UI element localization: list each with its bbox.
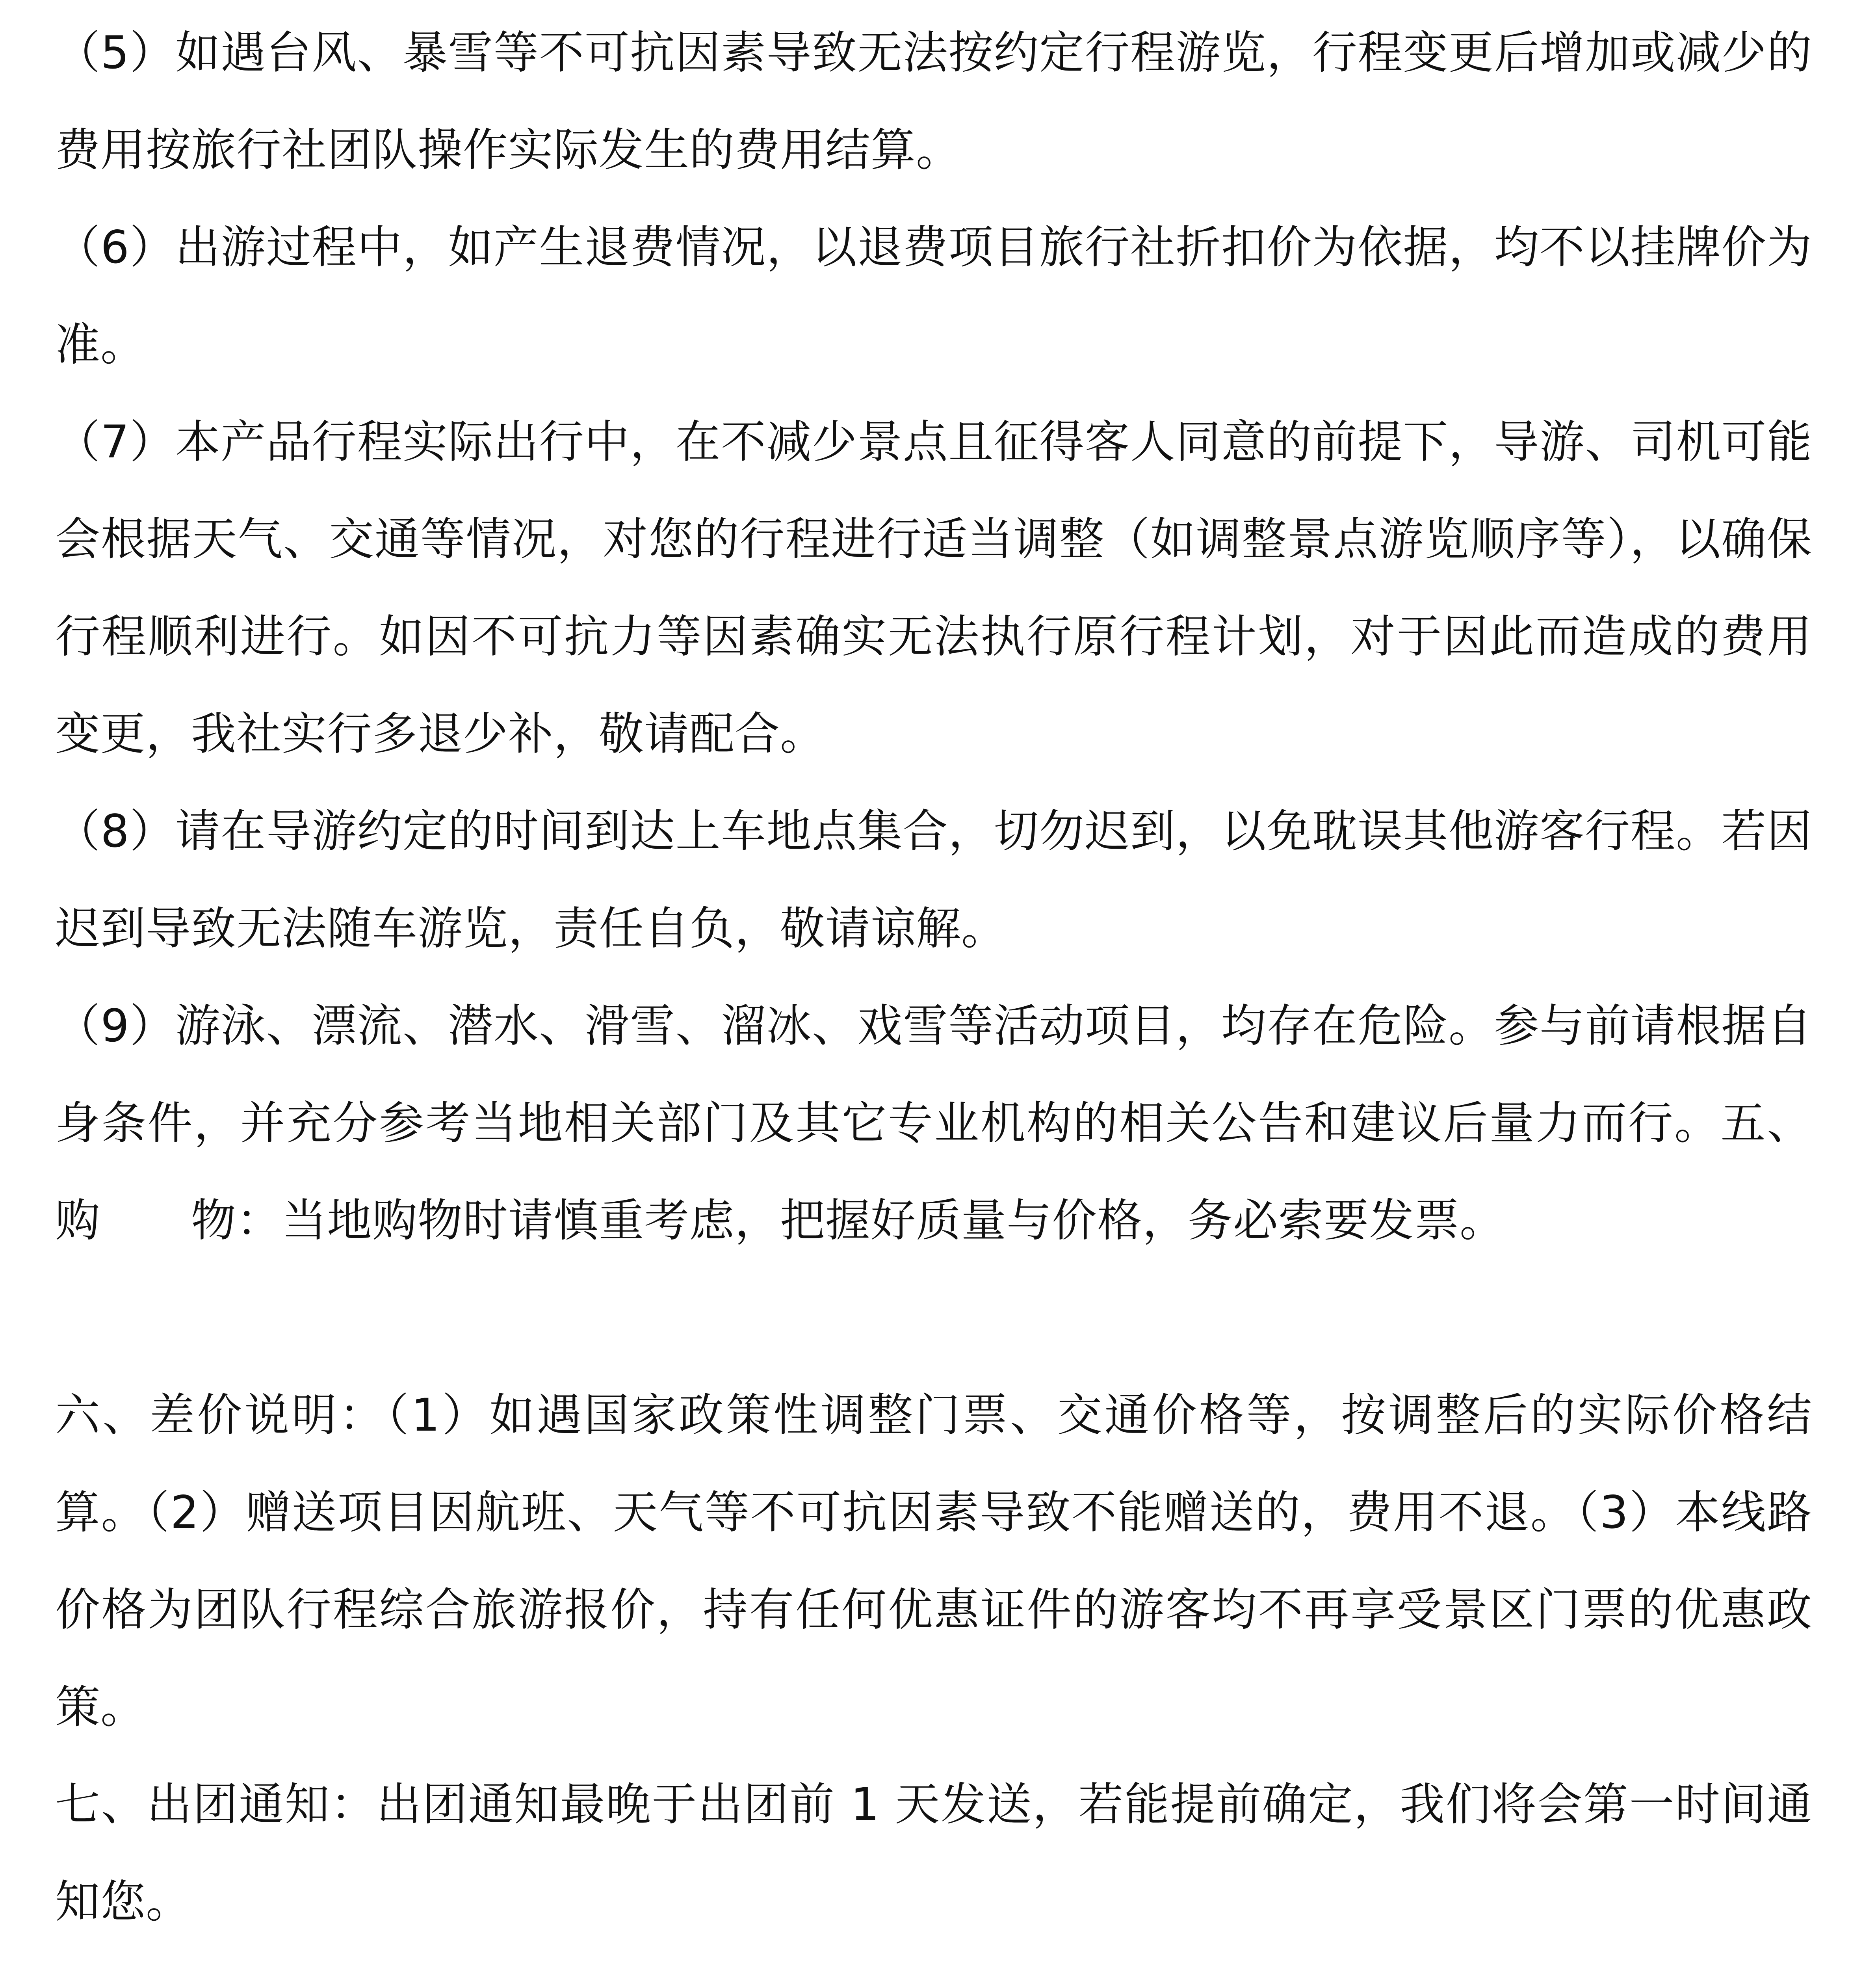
section-departure-notice: 七、出团通知：出团通知最晚于出团前 1 天发送，若能提前确定，我们将会第一时间通知您。 <box>55 1778 1812 1928</box>
note-item-7: （7）本产品行程实际出行中，在不减少景点且征得客人同意的前提下，导游、司机可能会根据天气、交通等情况，对您的行程进行适当调整（如调整景点游览顺序等），以确保行程顺利进行。如因不可抗力等因素确实无法执行原行程计划，对于因此而造成的费用变更，我社实行多退少补，敬请配合。 <box>55 416 1812 760</box>
note-item-9-shopping: （9）游泳、漂流、潜水、滑雪、溜冰、戏雪等活动项目，均存在危险。参与前请根据自身条件，并充分参考当地相关部门及其它专业机构的相关公告和建议后量力而行。五、购 物：当地购物时请慎重考虑，把握好质量与价格，务必索要发票。 <box>55 1000 1812 1247</box>
note-item-5: （5）如遇台风、暴雪等不可抗因素导致无法按约定行程游览，行程变更后增加或减少的费用按旅行社团队操作实际发生的费用结算。 <box>55 26 1812 176</box>
note-item-6: （6）出游过程中，如产生退费情况，以退费项目旅行社折扣价为依据，均不以挂牌价为准。 <box>55 221 1812 371</box>
section-price-difference: 六、差价说明：（1）如遇国家政策性调整门票、交通价格等，按调整后的实际价格结算。（2）赠送项目因航班、天气等不可抗因素导致不能赠送的，费用不退。（3）本线路价格为团队行程综合旅游报价，持有任何优惠证件的游客均不再享受景区门票的优惠政策。 <box>55 1389 1812 1733</box>
note-item-8: （8）请在导游约定的时间到达上车地点集合，切勿迟到，以免耽误其他游客行程。若因迟到导致无法随车游览，责任自负，敬请谅解。 <box>55 805 1812 955</box>
document-page <box>55 0 1812 1970</box>
section-feedback <box>55 1950 1812 1970</box>
